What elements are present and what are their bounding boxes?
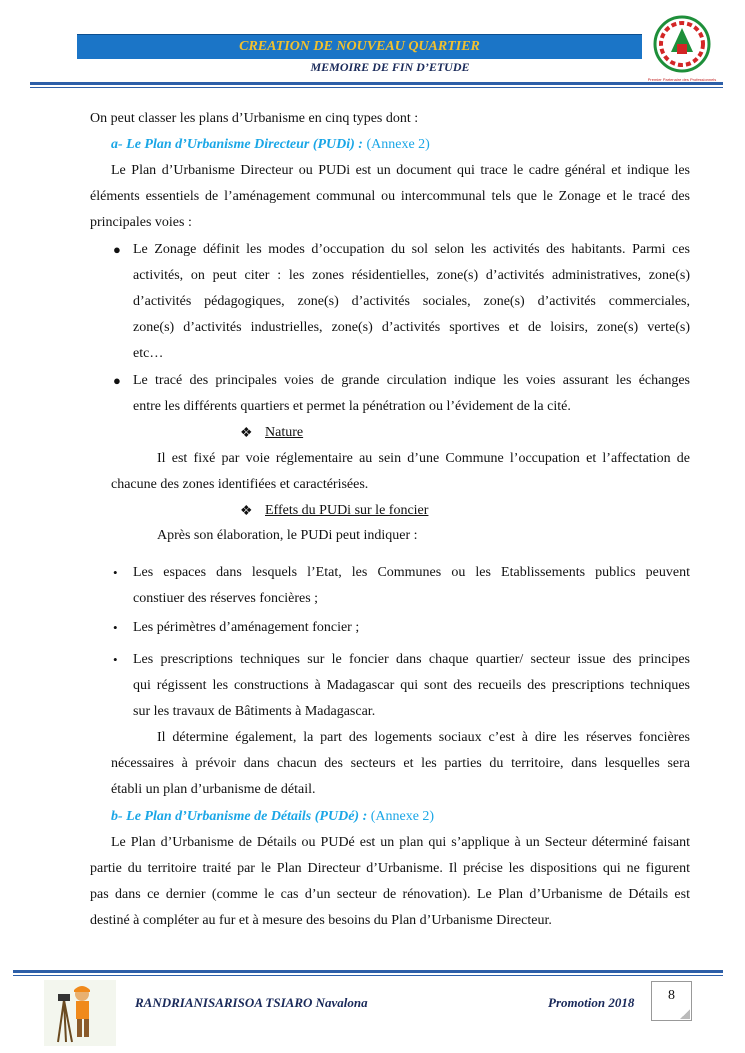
pudi-line-3: principales voies : xyxy=(90,215,192,230)
prescriptions-line-2: qui régissent les constructions à Madagascar qui sont des recueils des prescriptions techniques xyxy=(133,678,690,693)
voies-line-2: entre les différents quartiers et permet la pénétration ou l’évidement de la cité. xyxy=(133,399,571,414)
section-b-heading xyxy=(111,809,434,825)
bullet-dot-icon: • xyxy=(113,652,118,667)
header-rule-thin xyxy=(30,87,723,88)
bullet-dot-icon: ● xyxy=(113,242,121,257)
pude-line-3: pas dans ce dernier (comme le cas d’un secteur de rénovation). Le Plan d’Urbanisme de Détails est xyxy=(90,887,690,902)
perimetres-line: Les périmètres d’aménagement foncier ; xyxy=(133,620,360,635)
effets-intro: Après son élaboration, le PUDi peut indiquer : xyxy=(157,528,418,543)
determine-line-3: établi un plan d’urbanisme de détail. xyxy=(111,782,316,797)
pudi-line-2: éléments essentiels de l’aménagement communal ou intercommunal tels que le Zonage et le tracé des xyxy=(90,189,690,204)
diamond-bullet-icon: ❖ xyxy=(240,426,253,441)
logo-caption: Premier Partenaire des Professionnels xyxy=(647,77,717,82)
espaces-line-2: constiuer des réserves foncières ; xyxy=(133,591,319,606)
pude-line-2: partie du territoire traité par le Plan Directeur d’Urbanisme. Il précise les dispositions qui ne figurent xyxy=(90,861,690,876)
espaces-line-1: Les espaces dans lesquels l’Etat, les Communes ou les Etablissements publics peuvent xyxy=(133,565,690,580)
bullet-dot-icon: ● xyxy=(113,373,121,388)
pudi-line-1: Le Plan d’Urbanisme Directeur ou PUDi est un document qui trace le cadre général et indique les xyxy=(111,163,690,178)
section-a-annex-ref: (Annexe 2) xyxy=(362,137,430,152)
page-fold-corner xyxy=(680,1009,690,1019)
footer-rule-thin xyxy=(13,975,723,976)
surveyor-figure-icon xyxy=(44,980,116,1046)
prescriptions-line-1: Les prescriptions techniques sur le foncier dans chaque quartier/ secteur issue des principes xyxy=(133,652,690,667)
nature-heading: Nature xyxy=(265,425,304,440)
page-number: 8 xyxy=(651,981,692,1021)
section-a-heading xyxy=(111,137,430,153)
section-b-title: b- Le Plan d’Urbanisme de Détails (PUDé) : xyxy=(111,809,368,824)
header-subtitle: MEMOIRE DE FIN D’ETUDE xyxy=(310,60,470,74)
intro-text: On peut classer les plans d’Urbanisme en cinq types dont : xyxy=(90,111,419,126)
section-b-annex-ref: (Annexe 2) xyxy=(367,809,435,824)
header-rule xyxy=(30,82,723,85)
footer-author: RANDRIANISARISOA TSIARO Navalona xyxy=(135,995,368,1010)
pude-line-1: Le Plan d’Urbanisme de Détails ou PUDé est un plan qui s’applique à un Secteur déterminé faisant xyxy=(111,835,690,850)
prescriptions-line-3: sur les travaux de Bâtiments à Madagascar. xyxy=(133,704,376,719)
voies-line-1: Le tracé des principales voies de grande circulation indique les voies assurant les échanges xyxy=(133,373,690,388)
nature-line-2: chacune des zones identifiées et caractérisées. xyxy=(111,477,369,492)
zonage-line-1: Le Zonage définit les modes d’occupation du sol selon les activités des habitants. Parmi ces xyxy=(133,242,690,257)
institution-logo xyxy=(641,14,723,84)
header-title: CREATION DE NOUVEAU QUARTIER xyxy=(77,34,642,59)
nature-line-1: Il est fixé par voie réglementaire au sein d’une Commune l’occupation et l’affectation de xyxy=(157,451,690,466)
section-a-title: a- Le Plan d’Urbanisme Directeur (PUDi) : xyxy=(111,137,363,152)
determine-line-2: nécessaires à prévoir dans chacun des secteurs et les parties du territoire, dans lesquelles sera xyxy=(111,756,690,771)
zonage-line-4: zone(s) d’activités industrielles, zone(s) d’activités sportives et de loisirs, zone(s) verte(s) xyxy=(133,320,690,335)
bullet-dot-icon: • xyxy=(113,565,118,580)
diamond-bullet-icon: ❖ xyxy=(240,504,253,519)
footer-rule xyxy=(13,970,723,973)
pude-line-4: destiné à compléter au fur et à mesure des besoins du Plan d’Urbanisme Directeur. xyxy=(90,913,552,928)
zonage-line-2: activités, on peut citer : les zones résidentielles, zone(s) d’activités administratives, zone(s) xyxy=(133,268,690,283)
zonage-line-5: etc… xyxy=(133,346,164,361)
determine-line-1: Il détermine également, la part des logements sociaux c’est à dire les réserves foncières xyxy=(157,730,690,745)
zonage-line-3: d’activités pédagogiques, zone(s) d’activités sociales, zone(s) d’activités commerciales, xyxy=(133,294,690,309)
effets-heading: Effets du PUDi sur le foncier xyxy=(265,503,429,518)
bullet-dot-icon: • xyxy=(113,620,118,635)
footer-promotion: Promotion 2018 xyxy=(548,995,635,1010)
